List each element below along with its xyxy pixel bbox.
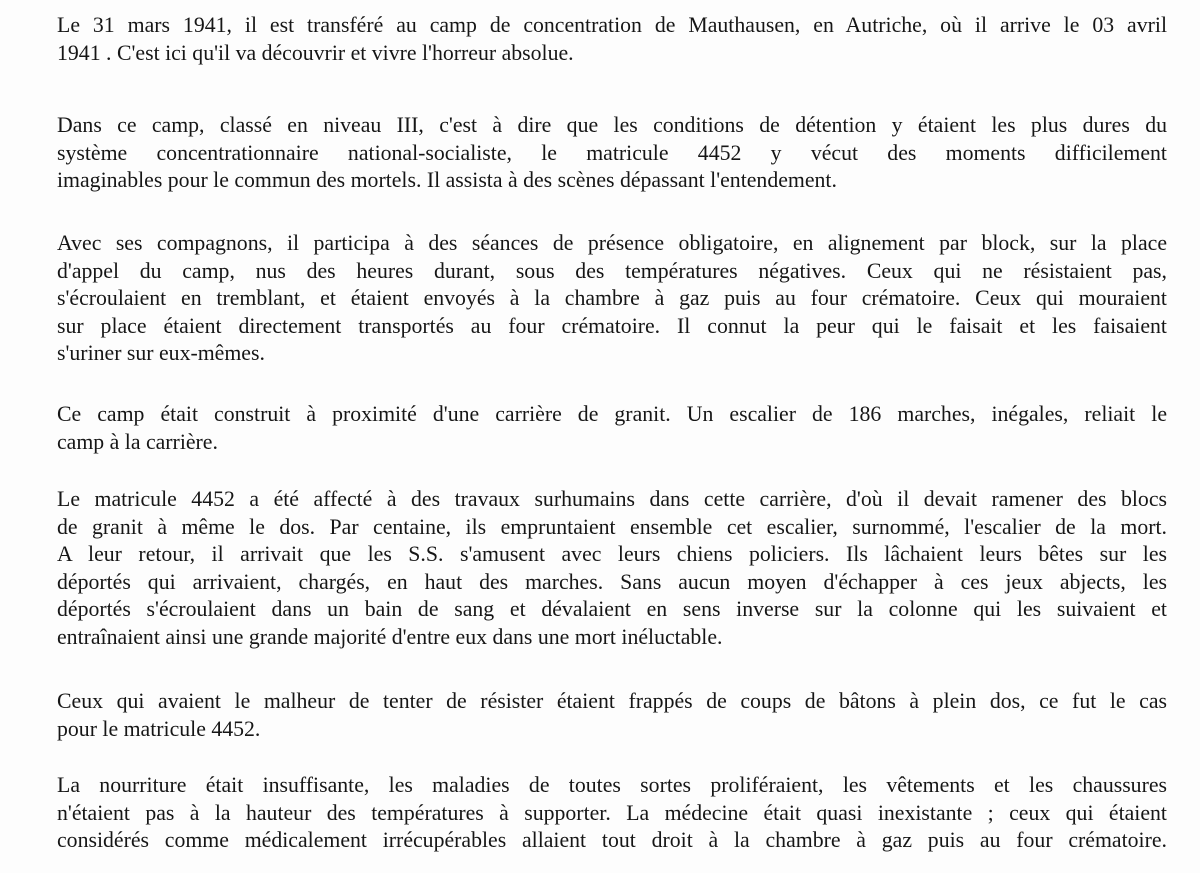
text-line: n'étaient pas à la hauteur des températures à supporter. La médecine était quasi inexistante ; ceux qui étaient xyxy=(57,800,1167,825)
text-line: Avec ses compagnons, il participa à des séances de présence obligatoire, en alignement par block, sur la place xyxy=(57,231,1167,255)
paragraph-camp-level xyxy=(57,112,1167,195)
text-line: A leur retour, il arrivait que les S.S. s'amusent avec leurs chiens policiers. Ils lâchaient leurs bêtes sur les xyxy=(57,542,1167,567)
paragraph-conditions xyxy=(57,772,1167,855)
text-line: Le 31 mars 1941, il est transféré au camp de concentration de Mauthausen, en Autriche, où il arrive le 03 avril xyxy=(57,13,1167,37)
text-line: pour le matricule 4452. xyxy=(57,716,261,741)
text-line: s'uriner sur eux-mêmes. xyxy=(57,341,265,366)
text-line: Dans ce camp, classé en niveau III, c'est à dire que les conditions de détention y étaient les plus dures du xyxy=(57,113,1167,137)
paragraph-stairs-of-death xyxy=(57,486,1167,652)
paragraph-roll-call xyxy=(57,230,1167,368)
text-line: Le matricule 4452 a été affecté à des travaux surhumains dans cette carrière, d'où il devait ramener des blocs xyxy=(57,487,1167,511)
text-line: sur place étaient directement transportés au four crématoire. Il connut la peur qui le faisait et les faisaient xyxy=(57,313,1167,338)
text-line: déportés qui arrivaient, chargés, en haut des marches. Sans aucun moyen d'échapper à ces jeux abjects, les xyxy=(57,569,1167,594)
paragraph-beatings xyxy=(57,688,1167,743)
text-line: déportés s'écroulaient dans un bain de sang et dévalaient en sens inverse sur la colonne qui les suivaient et xyxy=(57,597,1167,622)
text-line: camp à la carrière. xyxy=(57,429,218,454)
text-line: Ce camp était construit à proximité d'une carrière de granit. Un escalier de 186 marches, inégales, reliait le xyxy=(57,402,1167,426)
paragraph-transfer-mauthausen xyxy=(57,12,1167,67)
text-line: La nourriture était insuffisante, les maladies de toutes sortes proliféraient, les vêtements et les chaussures xyxy=(57,773,1167,797)
text-line: de granit à même le dos. Par centaine, ils empruntaient ensemble cet escalier, surnommé, l'escalier de la mort. xyxy=(57,514,1167,539)
text-line: système concentrationnaire national-socialiste, le matricule 4452 y vécut des moments difficilement xyxy=(57,140,1167,165)
paragraph-granite-quarry xyxy=(57,401,1167,456)
text-line: imaginables pour le commun des mortels. Il assista à des scènes dépassant l'entendement. xyxy=(57,168,837,193)
text-line: Ceux qui avaient le malheur de tenter de résister étaient frappés de coups de bâtons à plein dos, ce fut le cas xyxy=(57,689,1167,713)
text-line: entraînaient ainsi une grande majorité d'entre eux dans une mort inéluctable. xyxy=(57,624,723,649)
text-line: 1941 . C'est ici qu'il va découvrir et vivre l'horreur absolue. xyxy=(57,40,574,65)
text-line: d'appel du camp, nus des heures durant, sous des températures négatives. Ceux qui ne résistaient pas, xyxy=(57,258,1167,283)
text-line: s'écroulaient en tremblant, et étaient envoyés à la chambre à gaz puis au four crématoire. Ceux qui mouraient xyxy=(57,286,1167,311)
text-line: considérés comme médicalement irrécupérables allaient tout droit à la chambre à gaz puis au four crématoire. xyxy=(57,828,1167,853)
